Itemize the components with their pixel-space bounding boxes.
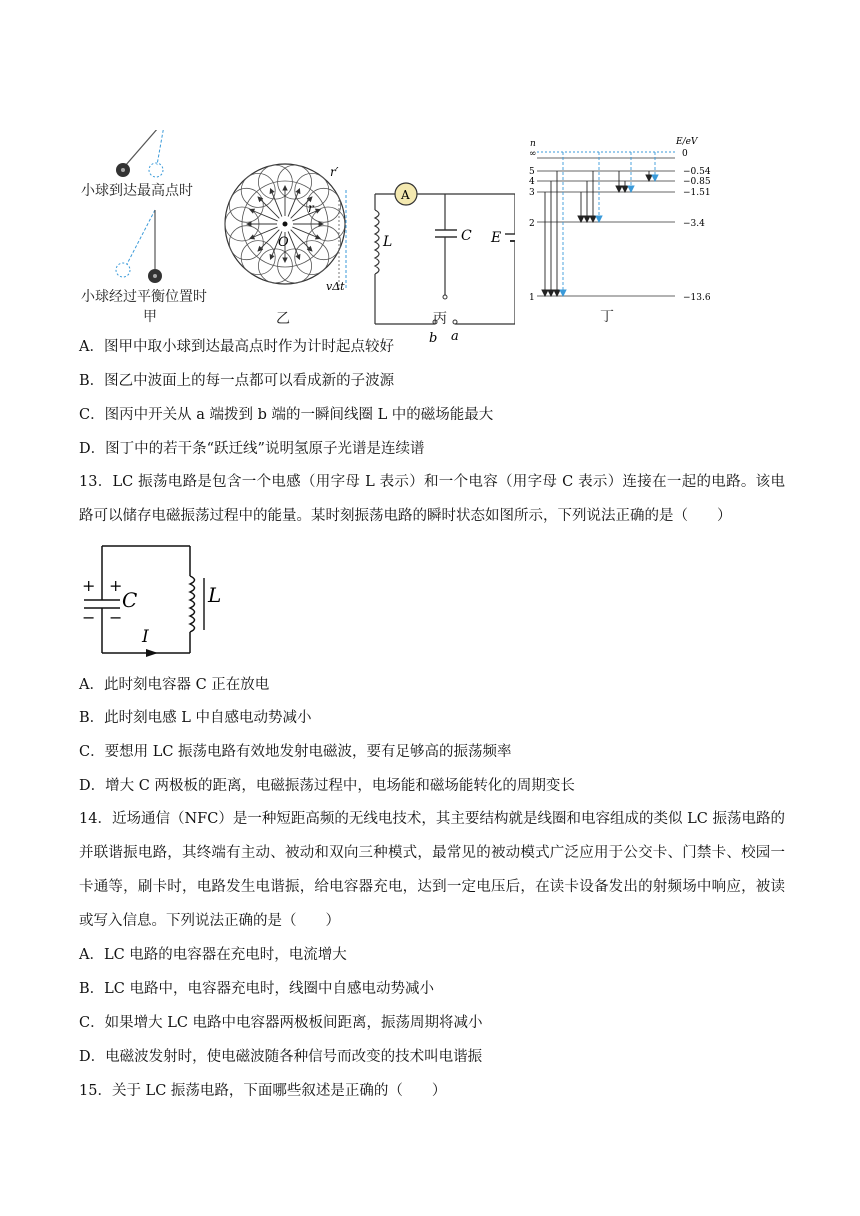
minus-sign-left: − xyxy=(82,608,96,627)
inductor-l-label: L xyxy=(208,583,222,607)
center-o-label: O xyxy=(278,235,289,250)
ammeter-label: A xyxy=(401,188,410,202)
vt-label: vΔt xyxy=(326,280,345,293)
level-2-energy: −3.4 xyxy=(683,219,705,229)
level-1-energy: −13.6 xyxy=(683,293,711,303)
infinity-label: ∞ xyxy=(529,149,537,159)
minus-sign-right: − xyxy=(109,608,123,627)
q14-stem: 14．近场通信（NFC）是一种短距高频的无线电技术，其主要结构就是线圈和电容组成的类似 LC 振荡电路的并联谐振电路，其终端有主动、被动和双向三种模式，最常见的被动模式广泛应用于公交卡、门禁卡、校园一卡通等，刷卡时，电路发生电谐振，给电容器充电，达到一定电压后，在读卡设备发出的射频场中响应，被读或写入信息。下列说法正确的是（ ） xyxy=(79,811,785,929)
radius-r-prime-label: r′ xyxy=(330,165,339,179)
emf-e-label: E xyxy=(491,230,502,246)
radial-arrow-head xyxy=(270,189,274,194)
radial-arrow-line xyxy=(292,210,320,221)
radial-arrow-line xyxy=(291,230,312,251)
q15-stem: 15．关于 LC 振荡电路，下面哪些叙述是正确的（ ） xyxy=(79,1083,447,1099)
level-4-n: 4 xyxy=(529,177,535,187)
q14-option-d: D．电磁波发射时，使电磁波随各种信号而改变的技术叫电谐振 xyxy=(79,1049,483,1065)
radial-arrow-line xyxy=(258,230,279,251)
q13-stem: 13．LC 振荡电路是包含一个电感（用字母 L 表示）和一个电容（用字母 C 表示）连接在一起的电路。该电路可以储存电磁振荡过程中的能量。某时刻振荡电路的瞬时状态如图所示，下列说法正确的是（ ） xyxy=(79,474,785,524)
wavefront-figure xyxy=(218,140,358,320)
radial-arrow-line xyxy=(258,197,279,218)
current-i-label: I xyxy=(142,627,149,647)
level-3-energy: −1.51 xyxy=(683,188,711,198)
q13-option-b: B．此时刻电感 L 中自感电动势减小 xyxy=(79,710,312,726)
figure-row xyxy=(75,130,795,346)
plus-sign-left: + xyxy=(82,576,96,595)
figure-bing-label: 丙 xyxy=(433,311,447,327)
q14-option-b: B．LC 电路中，电容器充电时，线圈中自感电动势减小 xyxy=(79,981,434,997)
radial-arrow-line xyxy=(271,189,282,217)
switch-a-label: a xyxy=(451,329,459,344)
capacitor-c-label: C xyxy=(461,228,472,244)
level-1-n: 1 xyxy=(529,293,535,303)
level-5-energy: −0.54 xyxy=(683,167,711,177)
pendulum-top-caption: 小球到达最高点时 xyxy=(81,183,193,199)
radial-arrow-line xyxy=(250,210,278,221)
level-4-energy: −0.85 xyxy=(683,177,711,187)
radial-arrow-line xyxy=(288,189,299,217)
radial-arrow-line xyxy=(292,227,320,238)
hydrogen-energy-levels xyxy=(525,130,785,315)
radial-arrow-head xyxy=(283,258,287,262)
figure-yi-label: 乙 xyxy=(276,311,290,327)
zero-energy-label: 0 xyxy=(682,149,688,159)
q14-option-c: C．如果增大 LC 电路中电容器两极板间距离，振荡周期将减小 xyxy=(79,1015,483,1031)
q12-option-a: A．图甲中取小球到达最高点时作为计时起点较好 xyxy=(79,339,394,355)
q12-option-b: B．图乙中波面上的每一点都可以看成新的子波源 xyxy=(79,373,395,389)
radial-arrow-line xyxy=(288,231,299,259)
radial-arrow-head xyxy=(296,189,300,194)
level-5-n: 5 xyxy=(529,167,535,177)
radial-arrow-line xyxy=(250,227,278,238)
radial-arrow-head xyxy=(283,186,287,190)
q13-option-a: A．此时刻电容器 C 正在放电 xyxy=(79,677,270,693)
n-axis-label: n xyxy=(530,139,536,149)
radius-r-label: r xyxy=(308,201,314,215)
q13-lc-circuit xyxy=(78,540,228,660)
energy-axis-label: E/eV xyxy=(676,137,698,147)
q14-option-a: A．LC 电路的电容器在充电时，电流增大 xyxy=(79,947,347,963)
level-2-n: 2 xyxy=(529,219,535,229)
q13-option-c: C．要想用 LC 振荡电路有效地发射电磁波，要有足够高的振荡频率 xyxy=(79,744,512,760)
q12-option-d: D．图丁中的若干条“跃迁线”说明氢原子光谱是连续谱 xyxy=(79,441,425,457)
capacitor-c-label: C xyxy=(122,588,138,612)
q13-option-d: D．增大 C 两极板的距离，电磁振荡过程中，电场能和磁场能转化的周期变长 xyxy=(79,778,575,794)
inductor-l-label: L xyxy=(383,234,393,250)
q12-option-c: C．图丙中开关从 a 端拨到 b 端的一瞬间线圈 L 中的磁场能最大 xyxy=(79,407,494,423)
figure-ding-label: 丁 xyxy=(600,309,614,325)
figure-jia-label: 甲 xyxy=(143,309,157,325)
pendulum-bottom-caption: 小球经过平衡位置时 xyxy=(81,289,207,305)
switch-b-label: b xyxy=(429,331,438,346)
radial-arrow-head xyxy=(270,255,274,260)
plus-sign-right: + xyxy=(109,576,123,595)
radial-arrow-head xyxy=(296,255,300,260)
level-3-n: 3 xyxy=(529,188,535,198)
